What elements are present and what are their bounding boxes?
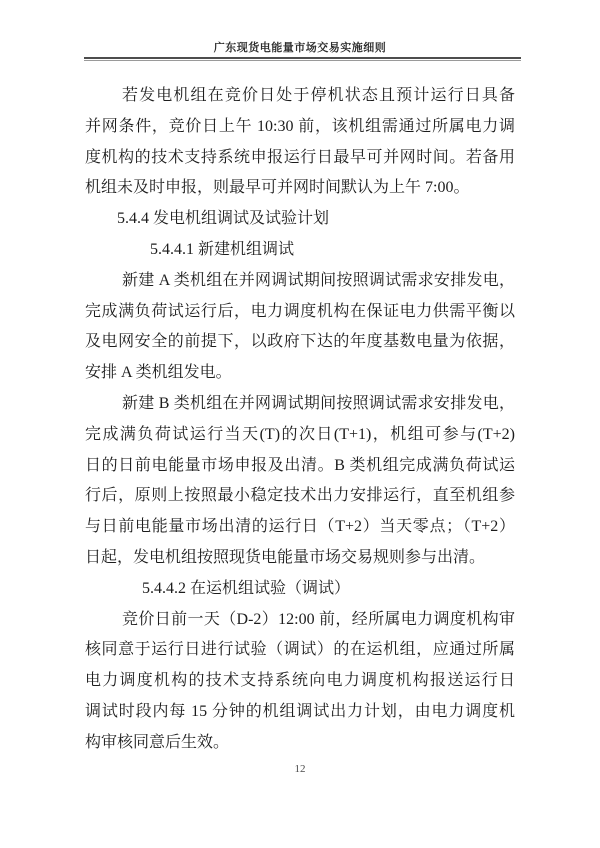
page-header-title: 广东现货电能量市场交易实施细则 [213, 42, 387, 54]
text-line: 并网条件，竞价日上午 10:30 前，该机组需通过所属电力调 [85, 117, 515, 135]
paragraph [85, 389, 515, 574]
text-line: 完成满负荷试运行当天(T)的次日(T+1)，机组可参与(T+2) [85, 425, 515, 443]
header-divider [84, 57, 521, 61]
section-heading-5-4-4-1: 5.4.4.1 新建机组调试 [150, 240, 295, 258]
document-body [85, 81, 515, 759]
text-line: 日的日前电能量市场申报及出清。B 类机组完成满负荷试运 [85, 456, 515, 474]
page-number: 12 [294, 763, 306, 775]
text-line: 竞价日前一天（D-2）12:00 前，经所属电力调度机构审 [122, 610, 515, 628]
text-line: 行后，原则上按照最小稳定技术出力安排运行，直至机组参 [85, 487, 515, 505]
text-line: 机组未及时申报，则最早可并网时间默认为上午 7:00。 [85, 179, 470, 197]
text-line: 核同意于运行日进行试验（调试）的在运机组，应通过所属 [85, 641, 515, 659]
text-line: 与日前电能量市场出清的运行日（T+2）当天零点；（T+2） [85, 518, 515, 536]
text-line: 若发电机组在竞价日处于停机状态且预计运行日具备 [122, 87, 515, 104]
text-line: 构审核同意后生效。 [85, 733, 230, 751]
text-line: 电力调度机构的技术支持系统向电力调度机构报送运行日 [85, 672, 515, 690]
section-heading-5-4-4-2: 5.4.4.2 在运机组试验（调试） [142, 579, 351, 597]
text-line: 及电网安全的前提下，以政府下达的年度基数电量为依据， [85, 333, 515, 351]
text-line: 度机构的技术支持系统申报运行日最早可并网时间。若备用 [85, 148, 515, 166]
text-line: 新建 A 类机组在并网调试期间按照调试需求安排发电， [122, 271, 515, 289]
text-line: 完成满负荷试运行后，电力调度机构在保证电力供需平衡以 [85, 302, 515, 320]
paragraph [85, 266, 515, 389]
paragraph [85, 605, 515, 759]
text-line: 安排 A 类机组发电。 [85, 364, 232, 382]
text-line: 新建 B 类机组在并网调试期间按照调试需求安排发电， [122, 394, 515, 412]
text-line: 调试时段内每 15 分钟的机组调试出力计划，由电力调度机 [85, 702, 515, 720]
paragraph [85, 81, 515, 204]
text-line: 日起，发电机组按照现货电能量市场交易规则参与出清。 [85, 548, 486, 566]
section-heading-5-4-4: 5.4.4 发电机组调试及试验计划 [117, 210, 330, 228]
